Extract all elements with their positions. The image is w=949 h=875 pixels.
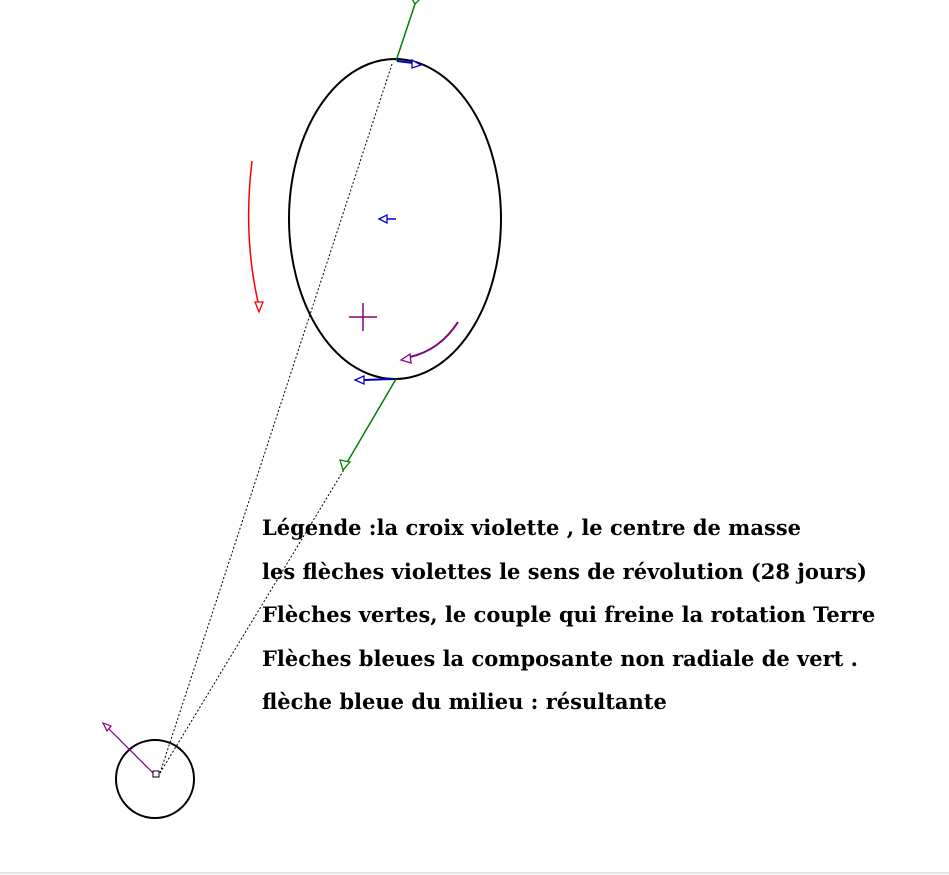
legend-line-green-arrows: Flèches vertes, le couple qui freine la rotation Terre	[262, 602, 876, 627]
blue-arrow-bottom	[355, 376, 394, 384]
legend-line-resultant: flèche bleue du milieu : résultante	[262, 689, 667, 714]
legend	[262, 506, 949, 724]
violet-revolution-arrow-moon	[103, 723, 156, 776]
legend-line-center-of-mass: Légende :la croix violette , le centre de masse	[262, 515, 802, 540]
red-rotation-arrow	[249, 161, 263, 312]
moon-center-marker	[153, 771, 159, 777]
legend-line-blue-arrows: Flèches bleues la composante non radiale de vert .	[262, 645, 858, 671]
blue-arrow-resultant	[379, 215, 396, 223]
moon-circle	[116, 740, 194, 818]
green-arrow-bottom	[340, 379, 396, 470]
center-of-mass-cross	[349, 303, 377, 331]
legend-line-revolution: les flèches violettes le sens de révolution (28 jours)	[262, 558, 867, 584]
green-arrow-top	[396, 0, 420, 61]
